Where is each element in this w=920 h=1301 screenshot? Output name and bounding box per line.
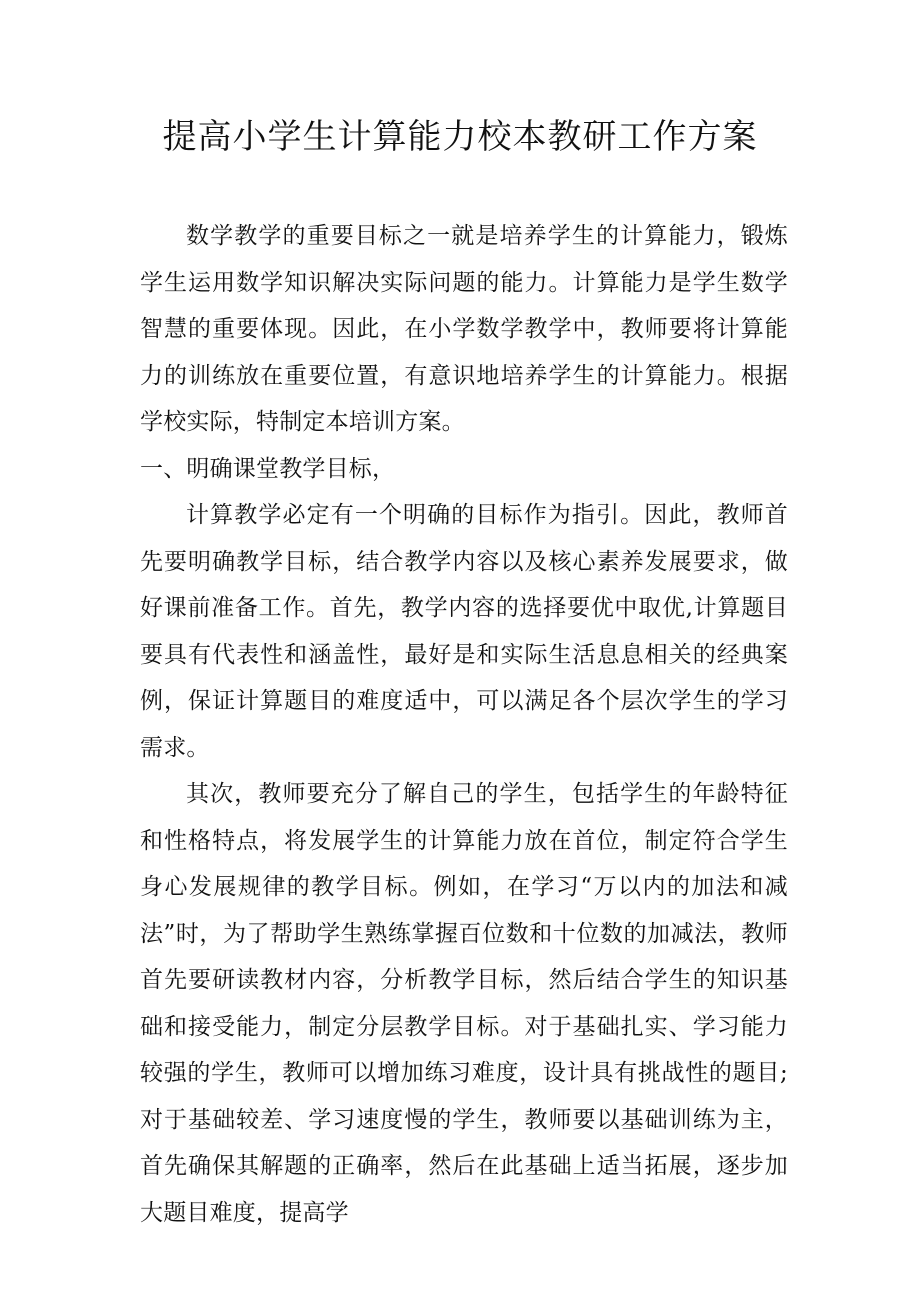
- document-title: 提高小学生计算能力校本教研工作方案: [162, 117, 758, 157]
- intro-paragraph: 数学教学的重要目标之一就是培养学生的计算能力，锻炼学生运用数学知识解决实际问题的能力。计算能力是学生数学智慧的重要体现。因此，在小学数学教学中，教师要将计算能力的训练放在重要位置，有意识地培养学生的计算能力。根据学校实际，特制定本培训方案。: [140, 223, 788, 435]
- section-heading: 一、明确课堂教学目标，: [140, 455, 396, 482]
- document-body: [140, 213, 788, 1236]
- body-paragraph: 其次，教师要充分了解自己的学生，包括学生的年龄特征和性格特点，将发展学生的计算能力放在首位，制定符合学生身心发展规律的教学目标。例如，在学习“万以内的加法和减法”时，为了帮助学生熟练掌握百位数和十位数的加减法，教师首先要研读教材内容，分析教学目标，然后结合学生的知识基础和接受能力，制定分层教学目标。对于基础扎实、学习能力较强的学生，教师可以增加练习难度，设计具有挑战性的题目;对于基础较差、学习速度慢的学生，教师要以基础训练为主，首先确保其解题的正确率，然后在此基础上适当拓展，逐步加大题目难度，提高学: [140, 781, 788, 1226]
- body-paragraph: 计算教学必定有一个明确的目标作为指引。因此，教师首先要明确教学目标，结合教学内容以及核心素养发展要求，做好课前准备工作。首先，教学内容的选择要优中取优,计算题目要具有代表性和涵盖性，最好是和实际生活息息相关的经典案例，保证计算题目的难度适中，可以满足各个层次学生的学习需求。: [140, 502, 788, 761]
